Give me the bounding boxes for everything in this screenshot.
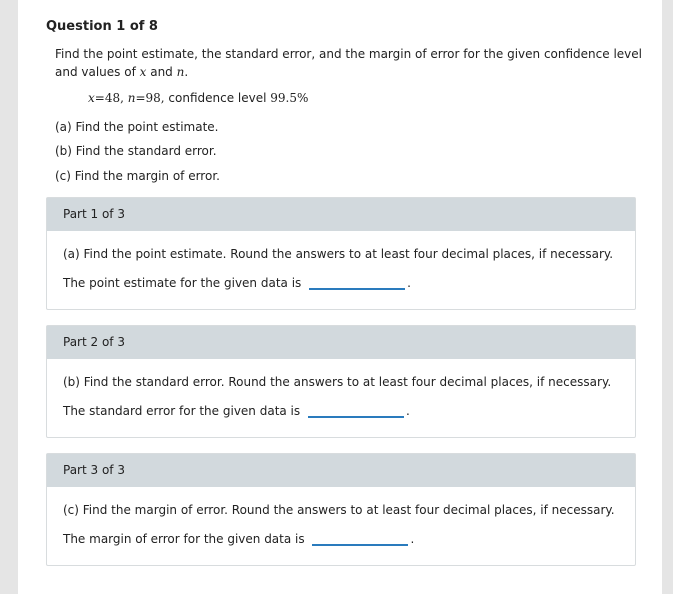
- part-2-period: .: [405, 404, 410, 418]
- part-3-period: .: [410, 532, 415, 546]
- prompt-text: Find the point estimate, the standard error, and the margin of error for the given confidence level and values of: [55, 47, 642, 79]
- given-n-label: n: [127, 91, 136, 105]
- given-x-label: x: [88, 91, 95, 105]
- part-2-answer-label: The standard error for the given data is: [63, 404, 301, 418]
- part-3-question: (c) Find the margin of error. Round the answers to at least four decimal places, if necessary.: [63, 503, 615, 517]
- prompt-and: and: [146, 65, 177, 79]
- part-2-answer-input[interactable]: [308, 404, 404, 418]
- part-1-period: .: [407, 276, 411, 290]
- question-page: [18, 0, 662, 594]
- part-2-header: Part 2 of 3: [47, 326, 635, 359]
- var-x: x: [139, 65, 147, 79]
- part-1-header: Part 1 of 3: [47, 198, 635, 231]
- subpart-b: (b) Find the standard error.: [55, 144, 217, 158]
- question-prompt: [55, 45, 645, 81]
- part-2-answer-row: [63, 404, 410, 418]
- part-1-answer-label: The point estimate for the given data is: [63, 276, 302, 290]
- part-2-question: (b) Find the standard error. Round the answers to at least four decimal places, if necessary.: [63, 375, 612, 389]
- part-1-answer-input[interactable]: [309, 276, 405, 290]
- subpart-a: (a) Find the point estimate.: [55, 120, 219, 134]
- part-1-answer-row: [63, 276, 411, 290]
- part-2-panel: [46, 325, 636, 438]
- given-n-value: =98,: [135, 91, 165, 105]
- var-n: n: [176, 65, 185, 79]
- part-3-answer-label: The margin of error for the given data is: [63, 532, 305, 546]
- given-conf-value: 99.5%: [270, 91, 309, 105]
- subpart-c: (c) Find the margin of error.: [55, 169, 220, 183]
- given-conf-text: confidence level: [164, 91, 271, 105]
- prompt-end: .: [184, 65, 189, 79]
- part-3-answer-row: [63, 532, 414, 546]
- part-1-question: (a) Find the point estimate. Round the answers to at least four decimal places, if necessary.: [63, 247, 614, 261]
- part-3-header: Part 3 of 3: [47, 454, 635, 487]
- part-3-panel: [46, 453, 636, 566]
- part-3-answer-input[interactable]: [312, 532, 408, 546]
- given-x-value: =48,: [94, 91, 128, 105]
- given-values: [88, 91, 308, 105]
- question-title: Question 1 of 8: [46, 19, 158, 34]
- part-1-panel: [46, 197, 636, 310]
